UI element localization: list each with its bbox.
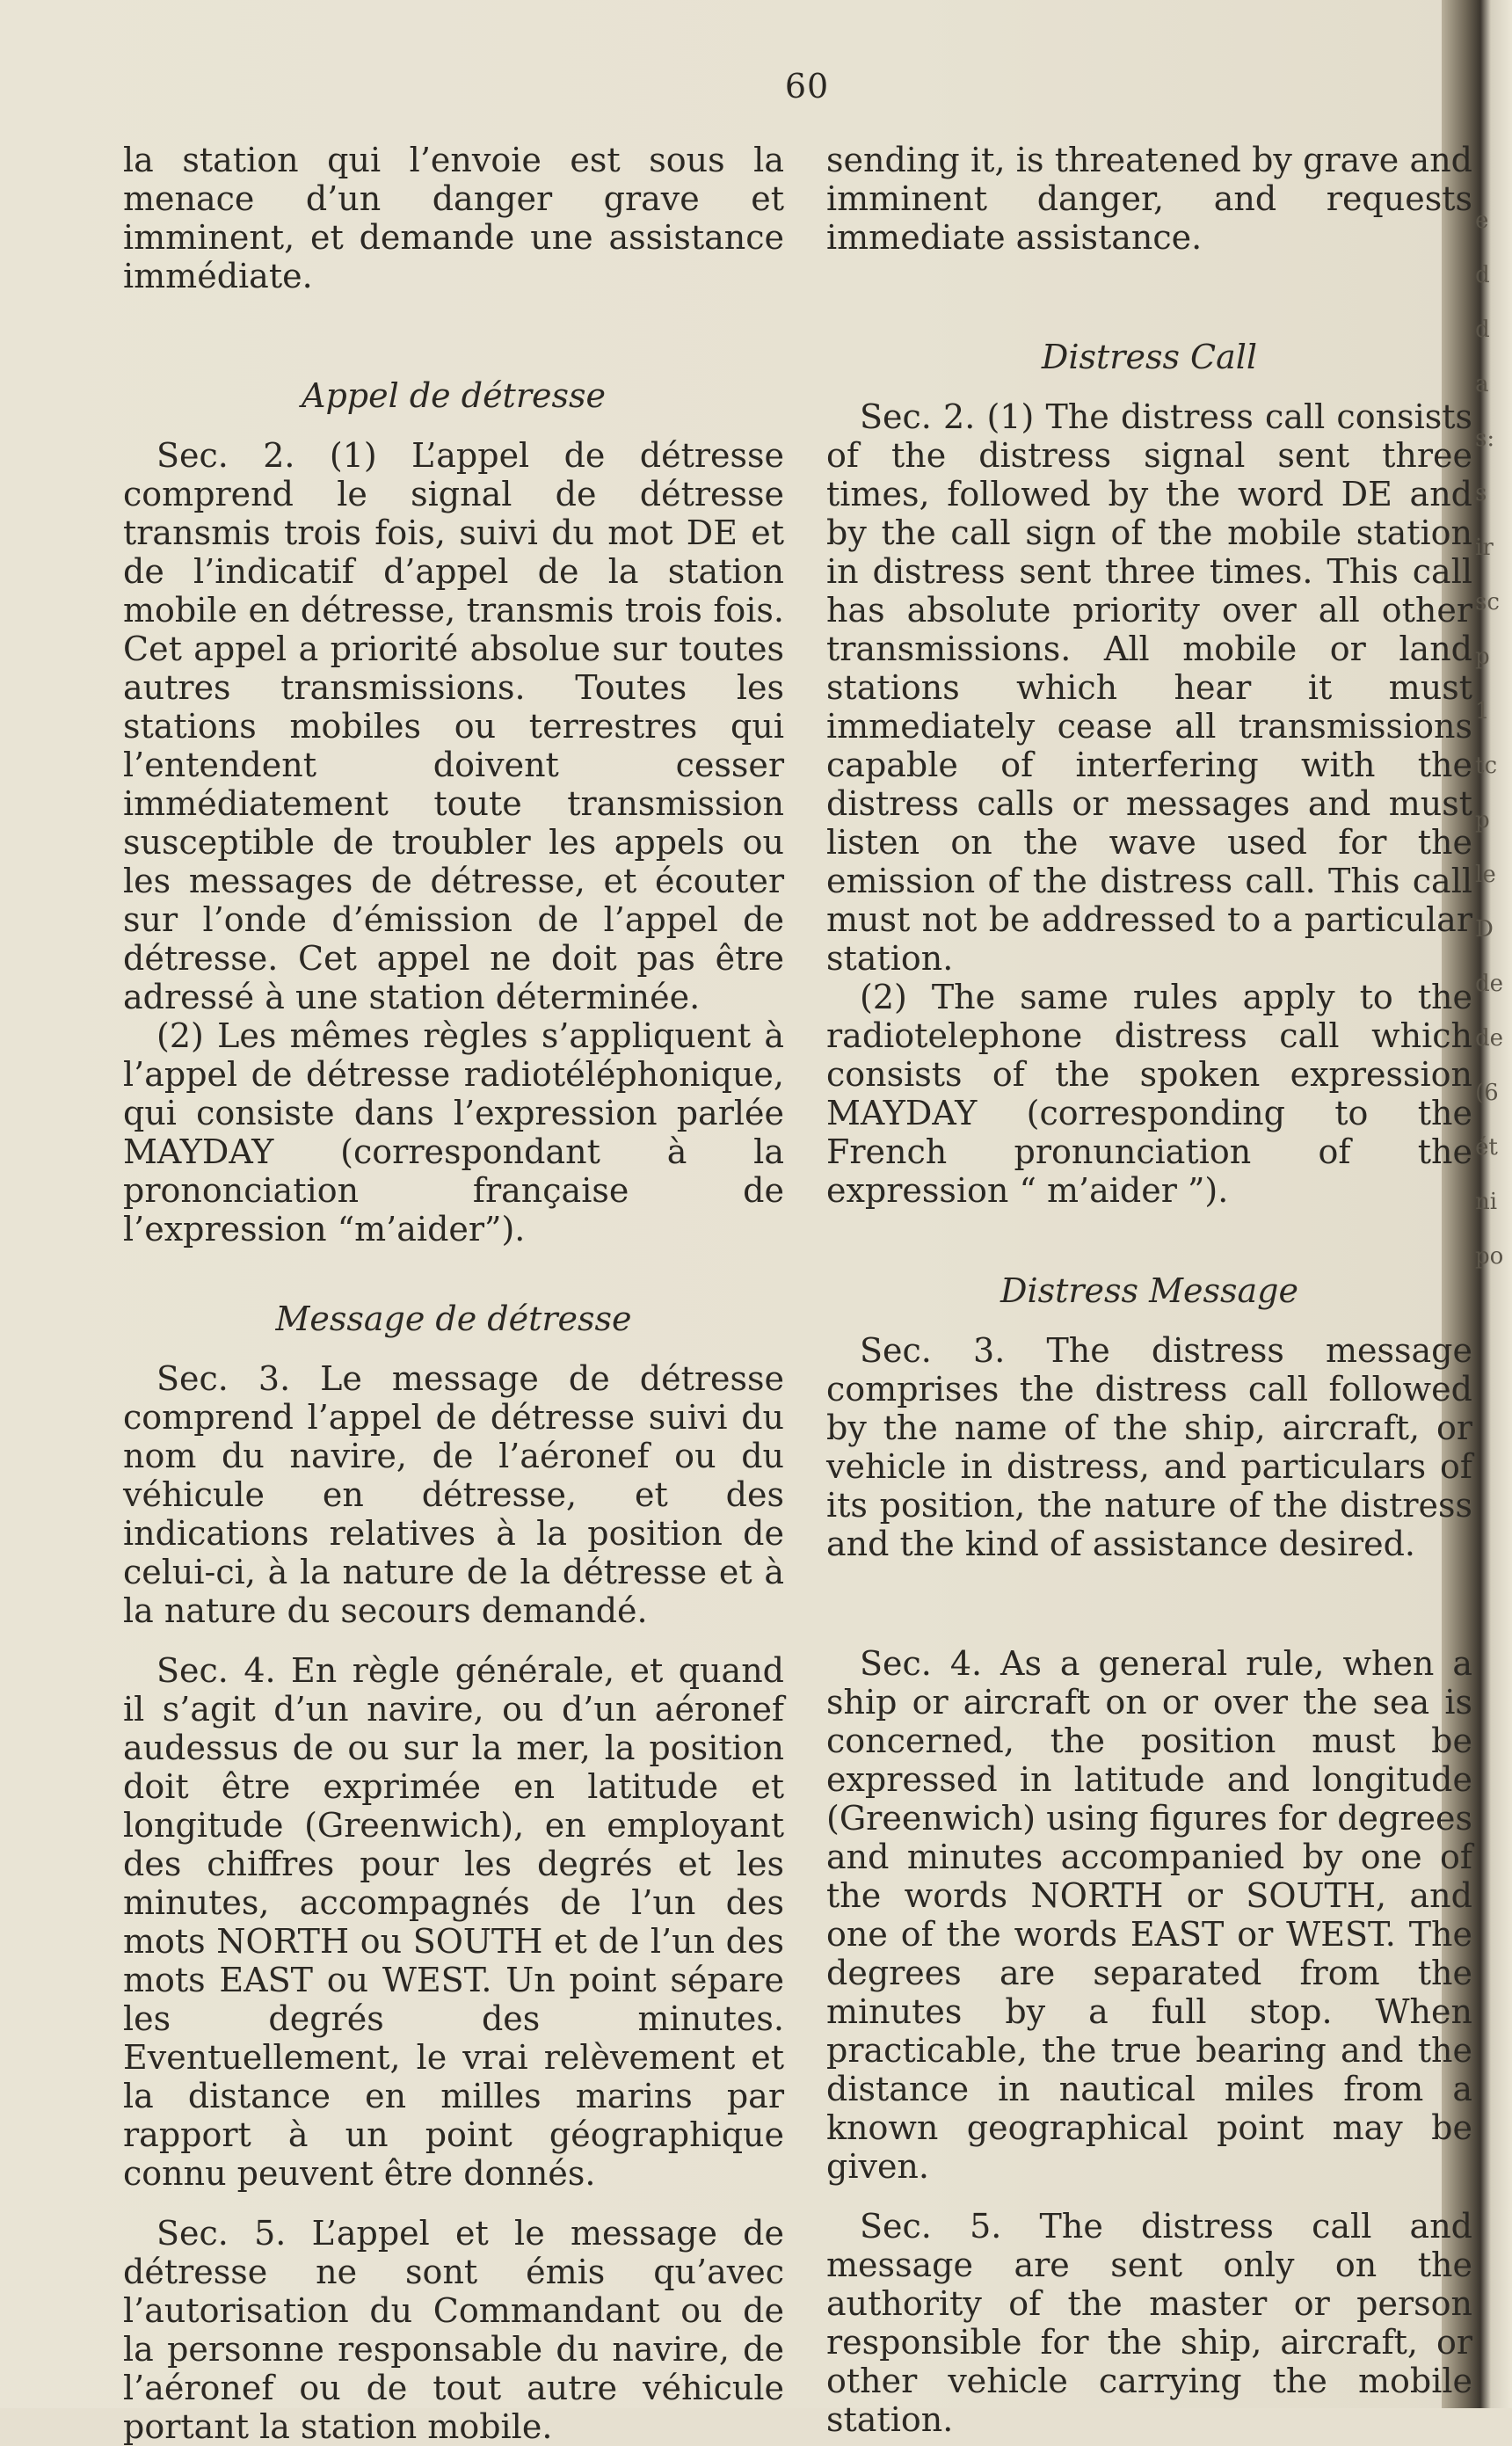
- edge-fragment: p: [1475, 644, 1490, 670]
- edge-fragment: le: [1475, 862, 1496, 888]
- english-sec3: Sec. 3. The distress message comprises the distress call followed by the name of the ship, aircraft, or vehicle in distress, and particulars of its position, the nature of the distress and the kind of assistance desired.: [826, 1331, 1472, 1563]
- french-intro: la station qui l’envoie est sous la menace d’un danger grave et imminent, et demande une assistance immédiate.: [123, 141, 784, 295]
- french-heading-distress-call: Appel de détresse: [302, 376, 606, 415]
- edge-fragment: de: [1475, 1025, 1504, 1052]
- french-sec3: Sec. 3. Le message de détresse comprend l’appel de détresse suivi du nom du navire, de l’aéronef ou du véhicule en détresse, et des indications relatives à la position de celui-ci, à la nature de la détresse et à la nature du secours demandé.: [123, 1359, 784, 1630]
- english-sec4: Sec. 4. As a general rule, when a ship or aircraft on or over the sea is concerned, the position must be expressed in latitude and longitude (Greenwich) using figures for degrees and minutes accompanied by one of the words NORTH or SOUTH, and one of the words EAST or WEST. The degrees are separated from the minutes by a full stop. When practicable, the true bearing and the distance in nautical miles from a known geographical point may be given.: [826, 1644, 1472, 2186]
- facing-page-edge-text: [1475, 193, 1505, 2304]
- french-sec2-1: Sec. 2. (1) L’appel de détresse comprend le signal de détresse transmis trois fois, suivi du mot DE et de l’indicatif d’appel de la station mobile en détresse, transmis trois fois. Cet appel a priorité absolue sur toutes autres transmissions. Toutes les stations mobiles ou terrestres qui l’entendent doivent cesser immédiatement toute transmission susceptible de troubler les appels ou les messages de détresse, et écouter sur l’onde d’émission de l’appel de détresse. Cet appel ne doit pas être adressé à une station déterminée.: [123, 436, 784, 1016]
- edge-fragment: s:: [1475, 426, 1495, 452]
- english-sec2-1: Sec. 2. (1) The distress call consists of the distress signal sent three times, followed by the word DE and by the call sign of the mobile station in distress sent three times. This call has absolute priority over all other transmissions. All mobile or land stations which hear it must immediately cease all transmissions capable of interfering with the distress calls or messages and must listen on the wave used for the emission of the distress call. This call must not be addressed to a particular station.: [826, 397, 1472, 978]
- edge-fragment: tc: [1475, 753, 1498, 779]
- french-sec2-2: (2) Les mêmes règles s’appliquent à l’appel de détresse radiotéléphonique, qui consiste dans l’expression parlée MAYDAY (correspondant à la prononciation française de l’expression “m’aider”).: [123, 1016, 784, 1248]
- english-heading-distress-message: Distress Message: [1000, 1271, 1298, 1310]
- edge-fragment: ét: [1475, 1134, 1498, 1161]
- french-heading-distress-message: Message de détresse: [275, 1299, 632, 1338]
- edge-fragment: de: [1475, 971, 1504, 997]
- english-intro: sending it, is threatened by grave and imminent danger, and requests immediate assistance.: [826, 141, 1472, 257]
- edge-fragment: ni: [1475, 1189, 1498, 1215]
- edge-fragment: e: [1475, 207, 1489, 234]
- edge-fragment: 1: [1475, 698, 1490, 724]
- french-sec5: Sec. 5. L’appel et le message de détresse ne sont émis qu’avec l’autorisation du Commandant ou de la personne responsable du navire, de l’aéronef ou de tout autre véhicule portant la station mobile.: [123, 2214, 784, 2446]
- english-sec5: Sec. 5. The distress call and message are sent only on the authority of the master or person responsible for the ship, aircraft, or other vehicle carrying the mobile station.: [826, 2207, 1472, 2439]
- english-sec2-2: (2) The same rules apply to the radiotelephone distress call which consists of the spoken expression MAYDAY (corresponding to the French pronunciation of the expression “ m’aider ”).: [826, 978, 1472, 1210]
- edge-fragment: a: [1475, 371, 1489, 397]
- edge-fragment: po: [1475, 1243, 1504, 1270]
- edge-fragment: ir: [1475, 535, 1494, 561]
- edge-fragment: d: [1475, 317, 1490, 343]
- edge-fragment: sc: [1475, 589, 1500, 615]
- english-heading-distress-call: Distress Call: [1041, 338, 1258, 376]
- edge-fragment: d: [1475, 262, 1490, 288]
- edge-fragment: (6: [1475, 1080, 1499, 1106]
- page-number: 60: [784, 67, 830, 106]
- english-column: [826, 141, 1472, 2439]
- edge-fragment: s: [1475, 480, 1487, 506]
- french-sec4: Sec. 4. En règle générale, et quand il s’agit d’un navire, ou d’un aéronef audessus de ou sur la mer, la position doit être exprimée en latitude et longitude (Greenwich), en employant des chiffres pour les degrés et les minutes, accompagnés de l’un des mots NORTH ou SOUTH et de l’un des mots EAST ou WEST. Un point sépare les degrés des minutes. Eventuellement, le vrai relèvement et la distance en milles marins par rapport à un point géographique connu peuvent être donnés.: [123, 1651, 784, 2193]
- french-column: [123, 141, 784, 2446]
- edge-fragment: D: [1475, 916, 1494, 943]
- edge-fragment: p: [1475, 807, 1490, 834]
